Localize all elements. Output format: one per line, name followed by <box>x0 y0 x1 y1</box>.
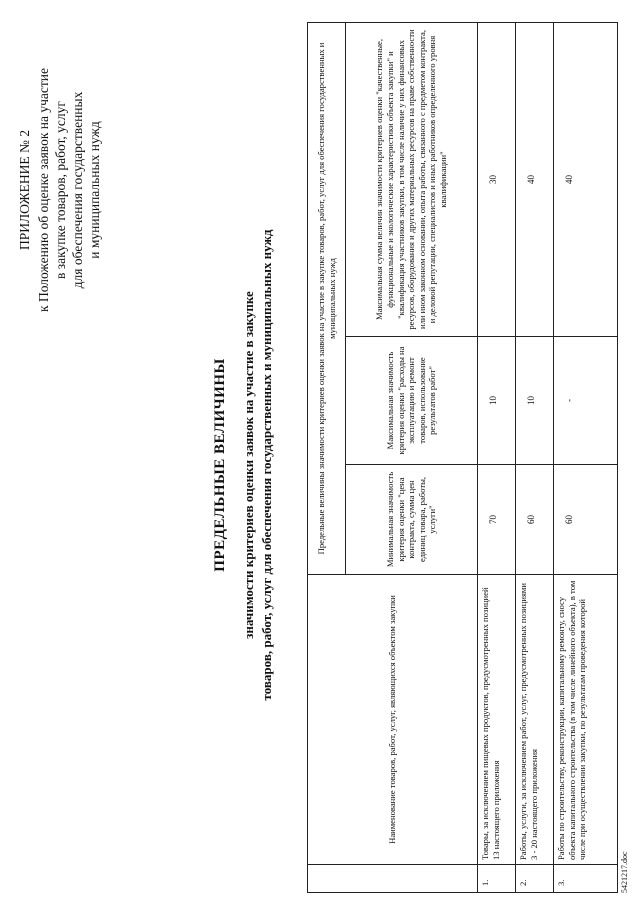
appendix-line-3: для обеспечения государственных <box>70 91 85 289</box>
row-name: Работы по строительству, реконструкции, капитальному ремонту, сносу объекта капитального строительства (в том числе линейного объекта), в том числе при осуществлении закупки, по результатам проведения которой <box>554 575 618 865</box>
criteria-table <box>307 22 618 893</box>
appendix-title: ПРИЛОЖЕНИЕ № 2 <box>17 129 32 251</box>
row-value-2: 10 <box>478 337 516 465</box>
header-group-cell: Предельные величины значимости критериев оценки заявок на участие в закупке товаров, работ, услуг для обеспечения государственных и муниципальных нужд <box>308 22 346 574</box>
row-value-1: 60 <box>554 465 618 575</box>
heading-title: ПРЕДЕЛЬНЫЕ ВЕЛИЧИНЫ <box>212 358 228 572</box>
row-value-2: 10 <box>516 337 554 465</box>
table-row <box>478 22 516 892</box>
row-name: Товары, за исключением пищевых продуктов, предусмотренных позицией 13 настоящего приложения <box>478 575 516 865</box>
row-value-1: 70 <box>478 465 516 575</box>
row-value-3: 40 <box>516 22 554 336</box>
appendix-block <box>16 40 103 340</box>
row-number: 3. <box>554 865 618 893</box>
row-number: 2. <box>516 865 554 893</box>
heading-subtitle-2: товаров, работ, услуг для обеспечения государственных и муниципальных нужд <box>259 229 274 701</box>
header-name-cell: Наименование товаров, работ, услуг, являющихся объектом закупки <box>308 575 478 865</box>
appendix-line-4: и муниципальных нужд <box>87 121 102 259</box>
row-value-3: 40 <box>554 22 618 336</box>
row-value-1: 60 <box>516 465 554 575</box>
row-value-3: 30 <box>478 22 516 336</box>
appendix-line-2: в закупке товаров, работ, услуг <box>53 101 68 279</box>
row-name: Работы, услуги, за исключением работ, услуг, предусмотренных позициями 3 - 20 настоящего приложения <box>516 575 554 865</box>
header-col3-cell: Максимальная сумма величин значимости критериев оценки "качественные, функциональные и экологические характеристики объекта закупки" и "квалификация участников закупки, в том числе наличие у них финансовых ресурсов, оборудования и других материальных ресурсов на праве собственности или ином законном основании, опыта работы, связанного с предметом контракта, и деловой репутации, специалистов и иных работников определенного уровня квалификации" <box>346 22 478 336</box>
appendix-line-1: к Положению об оценке заявок на участие <box>36 68 51 312</box>
row-number: 1. <box>478 865 516 893</box>
heading-subtitle-1: значимости критериев оценки заявок на участие в закупке <box>241 291 256 639</box>
header-col1-cell: Минимальная значимость критерия оценки "цена контракта, сумма цен единиц товара, работы, услуги" <box>346 465 478 575</box>
header-num-cell <box>308 865 478 893</box>
row-value-2: - <box>554 337 618 465</box>
document-id: 5421217.doc <box>620 851 629 893</box>
header-col2-cell: Максимальная значимость критерия оценки "расходы на эксплуатацию и ремонт товаров, использование результатов работ" <box>346 337 478 465</box>
header-row-group <box>308 22 346 892</box>
table-row <box>516 22 554 892</box>
document-heading <box>212 205 275 725</box>
table-row <box>554 22 618 892</box>
